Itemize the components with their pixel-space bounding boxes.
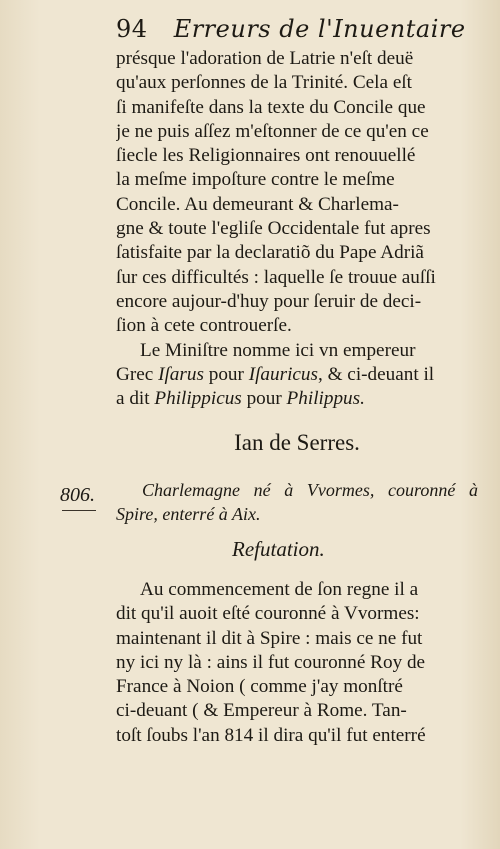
italic-term: Philippus.	[286, 388, 365, 410]
text-line: dit qu'il auoit eſté couronné à Vvormes:	[116, 603, 420, 625]
italic-term: Iſauricus	[248, 363, 318, 385]
text-line: toſt ſoubs l'an 814 il dira qu'il fut enterré	[116, 724, 426, 746]
text-line: ſi manifeſte dans la texte du Concile que	[116, 96, 426, 118]
text-line: Au commencement de ſon regne il a	[140, 579, 419, 600]
text-run: , & ci-deuant il	[317, 363, 435, 385]
italic-term: Philippicus	[154, 388, 242, 410]
body-paragraph-2	[116, 578, 478, 748]
text-line-mixed	[116, 387, 478, 411]
text-line: présque l'adoration de Latrie n'eſt deuë	[116, 48, 414, 69]
text-line: ny ici ny là : ains il fut couronné Roy de	[116, 651, 426, 673]
body-paragraph-1	[116, 47, 478, 411]
text-line: maintenant il dit à Spire : mais ce ne fut	[116, 627, 423, 649]
text-line: la meſme impoſture contre le meſme	[116, 169, 395, 191]
running-header	[116, 14, 476, 44]
text-line: ſatisfaite par la declaratiõ du Pape Adriã	[116, 242, 424, 264]
margin-number: 806.	[60, 484, 95, 506]
margin-dash	[62, 510, 96, 513]
text-run: pour	[203, 363, 249, 385]
text-run: pour	[241, 388, 287, 410]
text-line: ſion à cete controuerſe.	[116, 315, 292, 337]
page-number: 94	[116, 15, 148, 43]
text-line: gne & toute l'egliſe Occidentale fut apres	[116, 218, 431, 240]
text-run: a dit	[116, 388, 155, 410]
running-title: Erreurs de l'Inuentaire	[173, 15, 466, 43]
text-line: ſur ces difficultés : laquelle ſe trouue auſſi	[116, 266, 436, 288]
refutation-heading: Refutation.	[232, 537, 325, 561]
text-line: encore aujour-d'huy pour ſeruir de deci-	[116, 290, 422, 312]
summary-line: Charlemagne né à Vvormes, couronné à	[142, 480, 478, 500]
text-line: je ne puis aſſez m'eſtonner de ce qu'en ce	[116, 120, 429, 142]
text-line: ci-deuant ( & Empereur à Rome. Tan-	[116, 700, 407, 722]
text-run: Grec	[116, 363, 159, 385]
text-line: Concile. Au demeurant & Charlema-	[116, 193, 399, 215]
italic-term: Iſarus	[158, 363, 204, 385]
text-line: qu'aux perſonnes de la Trinité. Cela eſt	[116, 72, 413, 94]
text-line: Le Miniſtre nomme ici vn empereur	[140, 339, 416, 361]
section-title: Ian de Serres.	[234, 430, 360, 455]
text-line: France à Noion ( comme j'ay monſtré	[116, 676, 403, 698]
summary-quote	[116, 478, 478, 526]
text-line-mixed	[116, 363, 478, 387]
summary-line: Spire, enterré à Aix.	[116, 504, 261, 524]
text-line: ſiecle les Religionnaires ont renouuellé	[116, 145, 416, 167]
